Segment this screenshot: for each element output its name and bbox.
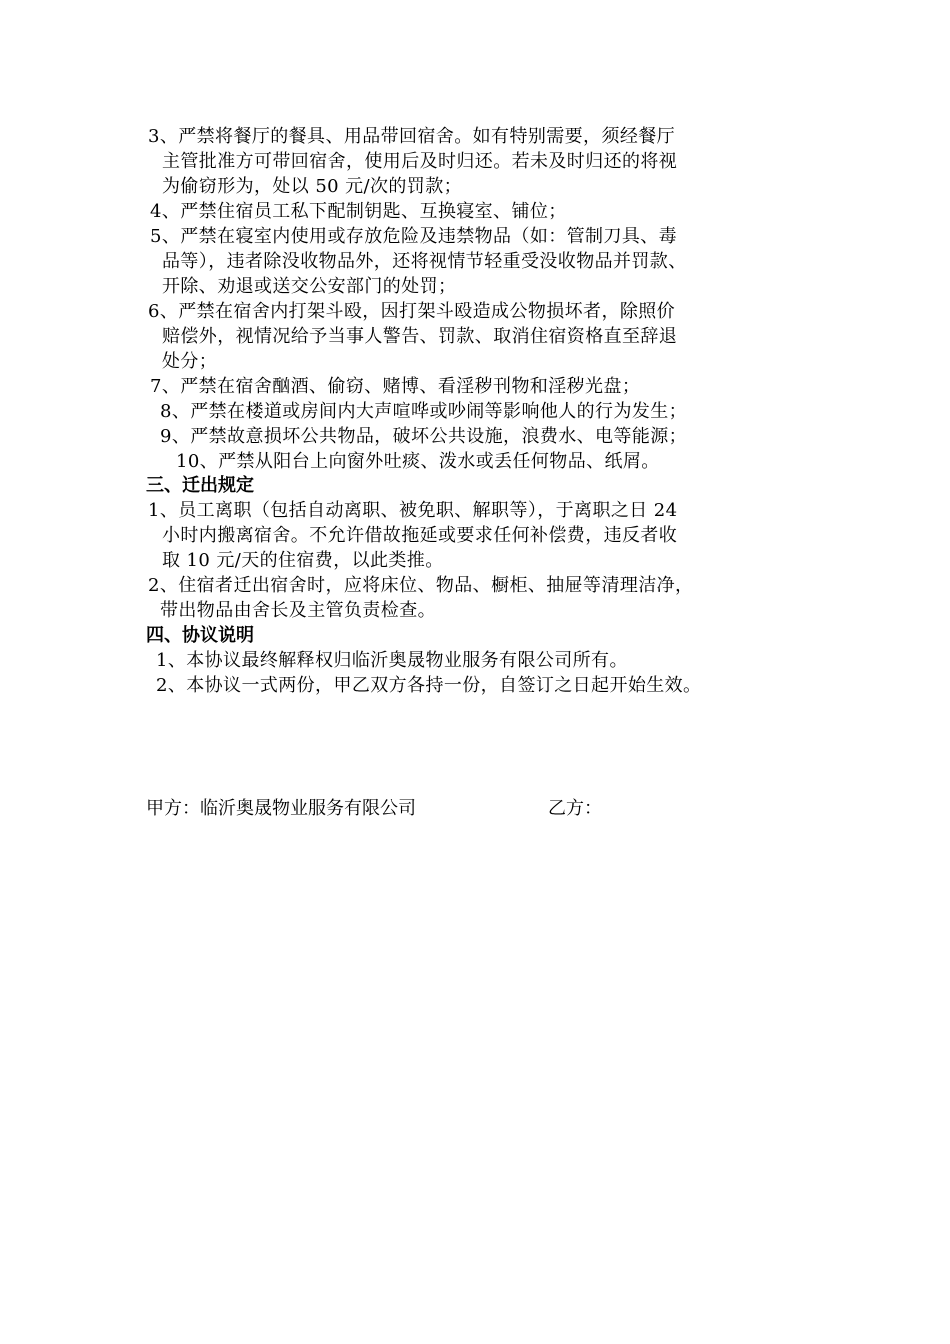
- moveout-item-2-line-1: 2、住宿者迁出宿舍时，应将床位、物品、橱柜、抽屉等清理洁净，: [148, 575, 694, 596]
- rule-item-7: 7、严禁在宿舍酗酒、偷窃、赌博、看淫秽刊物和淫秽光盘；: [150, 376, 641, 397]
- rule-item-3-line-2: 主管批准方可带回宿舍，使用后及时归还。若未及时归还的将视: [162, 151, 678, 172]
- rule-item-5-line-2: 品等），违者除没收物品外，还将视情节轻重受没收物品并罚款、: [162, 251, 687, 272]
- moveout-item-1-line-2: 小时内搬离宿舍。不允许借故拖延或要求任何补偿费，违反者收: [162, 525, 678, 546]
- rule-item-6-line-1: 6、严禁在宿舍内打架斗殴，因打架斗殴造成公物损坏者，除照价: [148, 301, 676, 322]
- agreement-item-2: 2、本协议一式两份，甲乙双方各持一份，自签订之日起开始生效。: [156, 675, 702, 696]
- party-a-signature: 甲方：临沂奥晟物业服务有限公司: [146, 798, 416, 819]
- rule-item-3-line-1: 3、严禁将餐厅的餐具、用品带回宿舍。如有特别需要，须经餐厅: [148, 126, 676, 147]
- party-b-signature: 乙方：: [548, 798, 602, 819]
- rule-item-6-line-3: 处分；: [162, 351, 218, 372]
- section-heading-move-out: 三、迁出规定: [146, 475, 254, 496]
- agreement-item-1: 1、本协议最终解释权归临沂奥晟物业服务有限公司所有。: [156, 650, 628, 671]
- moveout-item-1-line-3: 取 10 元/天的住宿费，以此类推。: [162, 550, 444, 571]
- moveout-item-2-line-2: 带出物品由舍长及主管负责检查。: [160, 600, 436, 621]
- section-heading-agreement: 四、协议说明: [146, 625, 254, 646]
- rule-item-9: 9、严禁故意损坏公共物品，破坏公共设施，浪费水、电等能源；: [160, 426, 688, 447]
- rule-item-5-line-3: 开除、劝退或送交公安部门的处罚；: [162, 276, 457, 297]
- rule-item-10: 10、严禁从阳台上向窗外吐痰、泼水或丢任何物品、纸屑。: [176, 451, 660, 472]
- rule-item-8: 8、严禁在楼道或房间内大声喧哗或吵闹等影响他人的行为发生；: [160, 401, 688, 422]
- rule-item-5-line-1: 5、严禁在寝室内使用或存放危险及违禁物品（如：管制刀具、毒: [150, 226, 678, 247]
- moveout-item-1-line-1: 1、员工离职（包括自动离职、被免职、解职等），于离职之日 24: [148, 500, 678, 521]
- rule-item-3-line-3: 为偷窃形为，处以 50 元/次的罚款；: [162, 176, 463, 197]
- rule-item-6-line-2: 赔偿外，视情况给予当事人警告、罚款、取消住宿资格直至辞退: [162, 326, 678, 347]
- rule-item-4: 4、严禁住宿员工私下配制钥匙、互换寝室、铺位；: [150, 201, 567, 222]
